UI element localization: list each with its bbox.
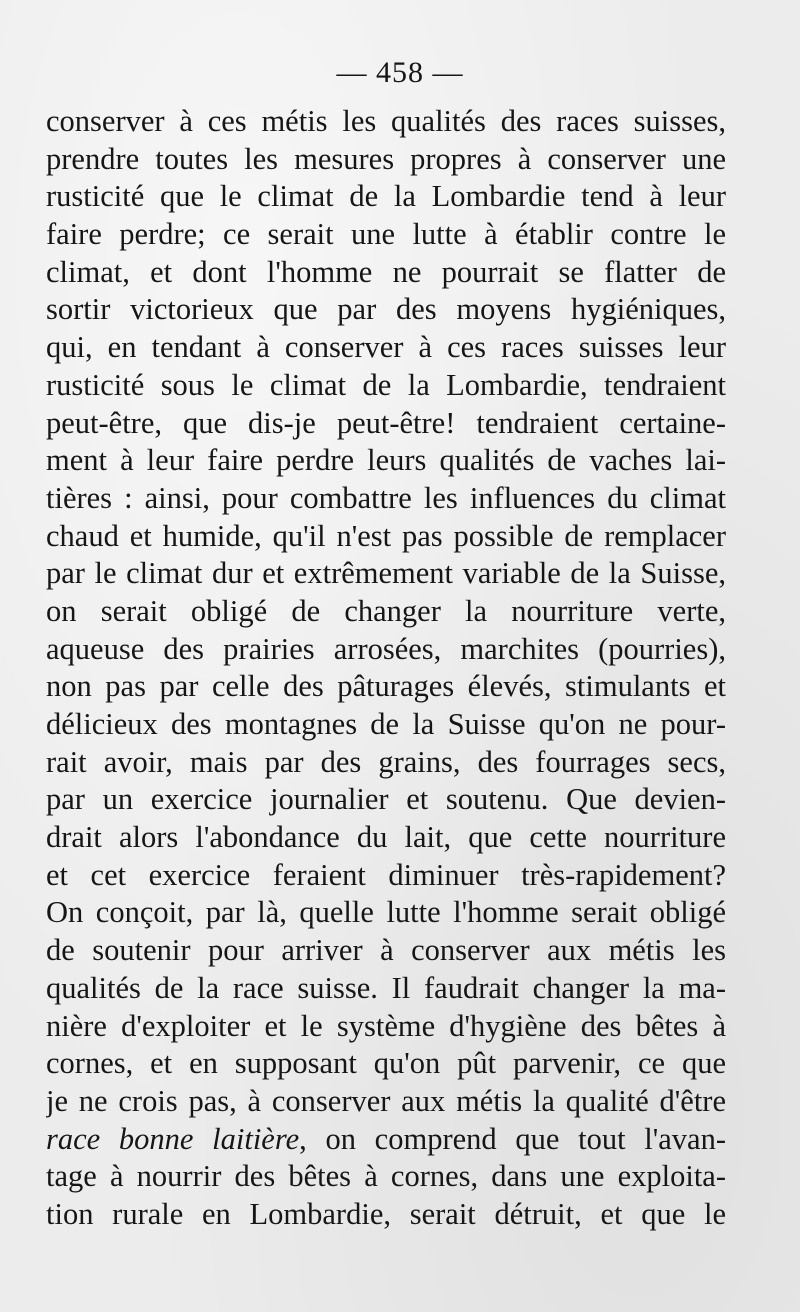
text-line: tage à nourrir des bêtes à cornes, dans une exploita- (46, 1159, 726, 1194)
text-line: cornes, et en supposant qu'on pût parvenir, ce que (46, 1046, 726, 1081)
text-line: délicieux des montagnes de la Suisse qu'on ne pour- (46, 707, 726, 741)
page-number: — 458 — (336, 56, 464, 89)
text-line: je ne crois pas, à conserver aux métis la qualité d'être (46, 1083, 726, 1118)
text-line-with-italic (46, 1121, 726, 1159)
text-line: rusticité sous le climat de la Lombardie, tendraient (46, 367, 726, 402)
text-line: sortir victorieux que par des moyens hygiéniques, (46, 292, 726, 327)
text-line-remainder: , on comprend que tout l'avan- (299, 1121, 726, 1156)
text-line: tières : ainsi, pour combattre les influences du climat (46, 480, 726, 515)
text-line: chaud et humide, qu'il n'est pas possible de remplacer (46, 518, 726, 553)
text-line: et cet exercice feraient diminuer très-rapidement? (46, 857, 726, 892)
text-line: qui, en tendant à conserver à ces races suisses leur (46, 330, 726, 365)
text-line: prendre toutes les mesures propres à conserver une (46, 141, 726, 176)
italic-phrase: race bonne laitière (46, 1121, 300, 1156)
text-line: de soutenir pour arriver à conserver aux métis les (46, 933, 726, 968)
text-line: on serait obligé de changer la nourriture verte, (46, 593, 726, 628)
text-line: conserver à ces métis les qualités des races suisses, (46, 104, 726, 138)
text-line: tion rurale en Lombardie, serait détruit, et que le (46, 1196, 726, 1231)
text-line: non pas par celle des pâturages élevés, stimulants et (46, 669, 726, 704)
text-line: rusticité que le climat de la Lombardie tend à leur (46, 179, 726, 214)
text-line: climat, et dont l'homme ne pourrait se flatter de (46, 254, 726, 289)
text-line: nière d'exploiter et le système d'hygiène des bêtes à (46, 1008, 726, 1043)
text-line: peut-être, que dis-je peut-être! tendraient certaine- (46, 405, 726, 440)
text-line: rait avoir, mais par des grains, des fourrages secs, (46, 744, 726, 779)
body-text (46, 103, 726, 1234)
text-line: qualités de la race suisse. Il faudrait changer la ma- (46, 970, 726, 1005)
text-line: faire perdre; ce serait une lutte à établir contre le (46, 217, 726, 252)
text-line: ment à leur faire perdre leurs qualités de vaches lai- (46, 443, 726, 478)
text-line: par le climat dur et extrêmement variable de la Suisse, (46, 556, 726, 591)
text-line: drait alors l'abondance du lait, que cette nourriture (46, 820, 726, 855)
text-line: On conçoit, par là, quelle lutte l'homme serait obligé (46, 895, 726, 930)
text-line: aqueuse des prairies arrosées, marchites (pourries), (46, 631, 726, 666)
text-line: par un exercice journalier et soutenu. Que devien- (46, 782, 726, 817)
